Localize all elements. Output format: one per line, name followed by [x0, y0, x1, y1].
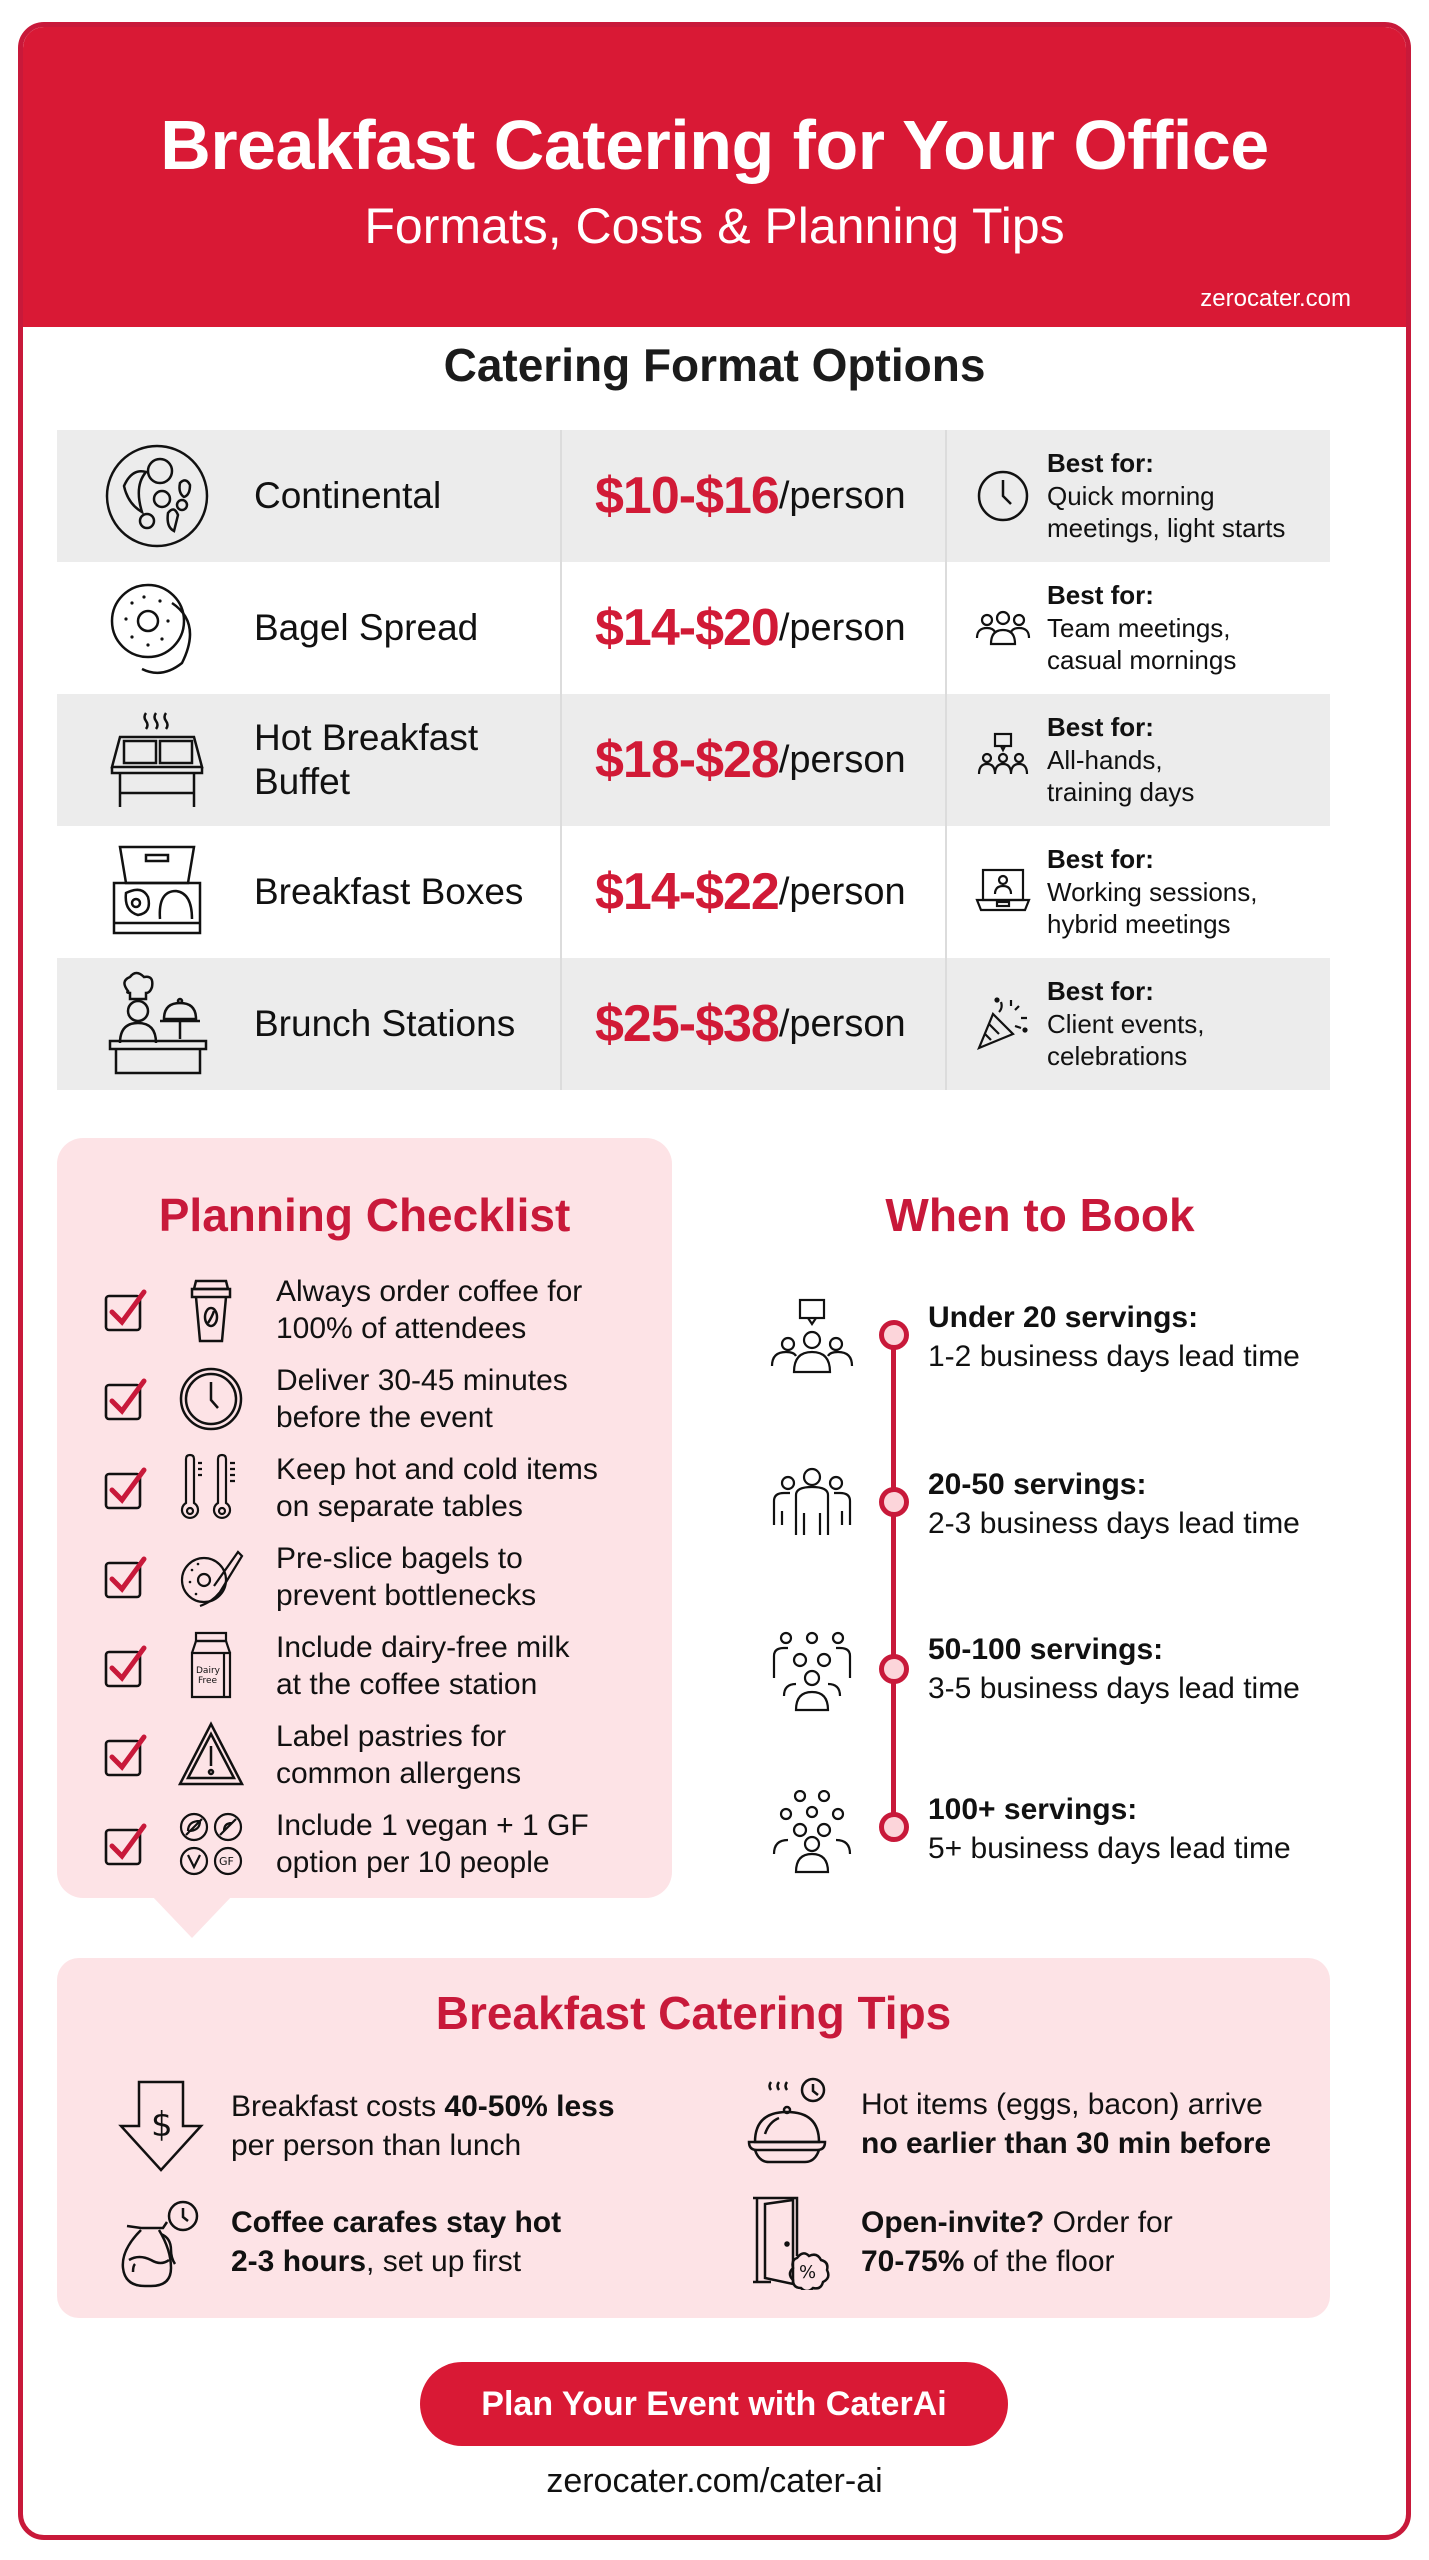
format-name: Bagel Spread	[254, 606, 479, 648]
tip-item: Hot items (eggs, bacon) arrive no earlier than 30 min before	[747, 2076, 1271, 2172]
chef-station-icon	[102, 969, 212, 1079]
site-link[interactable]: zerocater.com	[1200, 285, 1351, 312]
booking-item	[770, 1790, 1360, 1890]
svg-text:Dairy: Dairy	[196, 1666, 220, 1676]
booking-item	[770, 1630, 1360, 1730]
breakfast-box-icon	[102, 837, 212, 947]
checkbox-checked-icon[interactable]	[102, 1553, 150, 1601]
checklist-item[interactable]: Deliver 30-45 minutes before the event	[57, 1355, 672, 1443]
dairy-free-milk-icon	[178, 1631, 244, 1701]
checklist-item[interactable]: Label pastries for common allergens	[57, 1711, 672, 1799]
best-for-text: Quick morning meetings, light starts	[1047, 480, 1286, 544]
continental-plate-icon	[102, 441, 212, 551]
best-for-text: Working sessions, hybrid meetings	[1047, 876, 1258, 940]
coffee-cup-icon	[178, 1275, 244, 1345]
thermometers-icon	[178, 1453, 244, 1523]
page-subtitle: Formats, Costs & Planning Tips	[364, 198, 1065, 254]
panel-pointer	[152, 1896, 232, 1938]
booking-lead-time: 5+ business days lead time	[928, 1832, 1291, 1865]
format-name: Continental	[254, 474, 442, 516]
price-unit: /person	[778, 870, 906, 913]
booking-size: Under 20 servings:	[928, 1301, 1199, 1334]
best-for-label: Best for:	[1047, 843, 1154, 874]
checkbox-checked-icon[interactable]	[102, 1375, 150, 1423]
medium-group-icon	[770, 1465, 854, 1549]
best-for-text: All-hands, training days	[1047, 744, 1195, 808]
checklist-item[interactable]: GF Include 1 vegan + 1 GF option per 10 people	[57, 1800, 672, 1888]
svg-text:%: %	[799, 2262, 817, 2283]
best-for-label: Best for:	[1047, 579, 1154, 610]
timeline-dot	[879, 1812, 909, 1842]
tip-item: $ Breakfast costs 40-50% less per person than lunch	[117, 2078, 615, 2174]
price-unit: /person	[778, 474, 906, 517]
buffet-tray-icon	[102, 705, 212, 815]
vegan-gf-badges-icon	[178, 1809, 244, 1879]
booking-size: 100+ servings:	[928, 1793, 1138, 1826]
svg-text:GF: GF	[219, 1855, 234, 1868]
booking-size: 20-50 servings:	[928, 1468, 1147, 1501]
format-row-continental	[57, 430, 1330, 562]
booking-lead-time: 1-2 business days lead time	[928, 1340, 1300, 1373]
format-row-breakfast-boxes	[57, 826, 1330, 958]
format-name: Hot Breakfast Buffet	[254, 716, 479, 802]
price-unit: /person	[778, 606, 906, 649]
cloche-clock-icon	[747, 2076, 835, 2172]
checklist-item[interactable]: Always order coffee for 100% of attendees	[57, 1266, 672, 1354]
price-range: $10-$16	[595, 467, 779, 525]
format-row-hot-breakfast-buffet	[57, 694, 1330, 826]
best-for-label: Best for:	[1047, 975, 1154, 1006]
sliced-bagel-icon	[178, 1542, 244, 1612]
checkbox-checked-icon[interactable]	[102, 1642, 150, 1690]
booking-item	[770, 1298, 1360, 1398]
tip-item: % Open-invite? Order for 70-75% of the floor	[747, 2194, 1173, 2290]
dollar-down-arrow-icon	[117, 2078, 205, 2174]
best-for-text: Client events, celebrations	[1047, 1008, 1205, 1072]
checkbox-checked-icon[interactable]	[102, 1464, 150, 1512]
formats-table	[57, 430, 1330, 1090]
booking-lead-time: 2-3 business days lead time	[928, 1507, 1300, 1540]
planning-checklist-panel	[57, 1138, 672, 1898]
plan-event-button[interactable]: Plan Your Event with CaterAi	[420, 2362, 1008, 2446]
format-name: Brunch Stations	[254, 1002, 516, 1044]
timeline-line	[891, 1337, 896, 1827]
svg-text:$: $	[151, 2105, 173, 2145]
bagel-icon	[102, 573, 212, 683]
booking-lead-time: 3-5 business days lead time	[928, 1672, 1300, 1705]
tips-title: Breakfast Catering Tips	[435, 1987, 952, 2039]
price-range: $25-$38	[595, 995, 779, 1053]
best-for-text: Team meetings, casual mornings	[1047, 612, 1237, 676]
checklist-item[interactable]: Pre-slice bagels to prevent bottlenecks	[57, 1533, 672, 1621]
price-unit: /person	[778, 738, 906, 781]
format-name: Breakfast Boxes	[254, 870, 524, 912]
checklist-title: Planning Checklist	[158, 1189, 571, 1241]
checkbox-checked-icon[interactable]	[102, 1820, 150, 1868]
laptop-video-icon	[975, 864, 1031, 920]
cta-url-link[interactable]: zerocater.com/cater-ai	[546, 2462, 883, 2500]
checklist-item[interactable]: Keep hot and cold items on separate tables	[57, 1444, 672, 1532]
timeline-dot	[879, 1320, 909, 1350]
format-row-brunch-stations	[57, 958, 1330, 1090]
page-title: Breakfast Catering for Your Office	[160, 106, 1269, 184]
price-range: $14-$20	[595, 599, 779, 657]
checklist-item[interactable]: Dairy Free Include dairy-free milk at the coffee station	[57, 1622, 672, 1710]
warning-triangle-icon	[178, 1720, 244, 1790]
price-range: $14-$22	[595, 863, 779, 921]
clock-icon	[975, 468, 1031, 524]
clock-icon	[178, 1364, 244, 1434]
team-icon	[975, 600, 1031, 656]
open-door-percent-icon	[747, 2194, 835, 2290]
best-for-label: Best for:	[1047, 447, 1154, 478]
tip-item: Coffee carafes stay hot 2-3 hours, set up first	[117, 2194, 561, 2290]
checkbox-checked-icon[interactable]	[102, 1731, 150, 1779]
timeline-dot	[879, 1654, 909, 1684]
format-row-bagel-spread	[57, 562, 1330, 694]
checkbox-checked-icon[interactable]	[102, 1286, 150, 1334]
price-unit: /person	[778, 1002, 906, 1045]
all-hands-icon	[975, 732, 1031, 788]
timeline-dot	[879, 1487, 909, 1517]
svg-text:Free: Free	[198, 1676, 218, 1686]
booking-size: 50-100 servings:	[928, 1633, 1164, 1666]
coffee-carafe-clock-icon	[117, 2194, 205, 2290]
formats-title: Catering Format Options	[443, 339, 986, 391]
price-range: $18-$28	[595, 731, 779, 789]
booking-item	[770, 1465, 1360, 1565]
crowd-icon	[770, 1790, 854, 1874]
header-banner	[23, 27, 1406, 327]
tips-panel	[57, 1958, 1330, 2318]
best-for-label: Best for:	[1047, 711, 1154, 742]
booking-title: When to Book	[885, 1189, 1195, 1241]
large-group-icon	[770, 1630, 854, 1714]
party-popper-icon	[975, 996, 1031, 1052]
small-group-icon	[770, 1298, 854, 1382]
